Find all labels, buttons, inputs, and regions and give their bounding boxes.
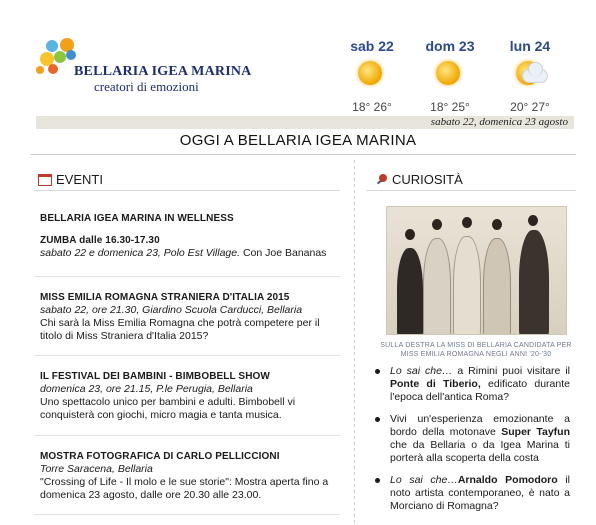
- weather-day-name: dom 23: [425, 38, 475, 54]
- divider: [34, 276, 340, 277]
- divider: [366, 190, 576, 191]
- event-desc: Uno spettacolo unico per bambini e adulti. Bimbobell vi conquisterà con giochi, micro magia e tanta musica.: [40, 396, 296, 421]
- weather-temps: 18° 25°: [430, 100, 470, 114]
- event-subtitle: ZUMBA dalle 16.30-17.30: [40, 235, 160, 246]
- event-when: sabato 22 e domenica 23, Polo Est Village.: [40, 247, 241, 259]
- event-item[interactable]: [40, 291, 340, 343]
- curiosity-heading-label: CURIOSITÀ: [392, 172, 463, 187]
- calendar-icon: [38, 174, 52, 186]
- weather-temps: 18° 26°: [352, 100, 392, 114]
- curiosity-list: [374, 365, 570, 522]
- list-item: Vivi un'esperienza emozionante a bordo della motonave Super Tayfun che da Bellaria o da Igea Marina ti porterà alla scoperta della costa: [374, 413, 570, 465]
- event-item[interactable]: [40, 450, 340, 502]
- weather-day: [490, 38, 570, 114]
- weather-day: [410, 38, 490, 114]
- page-title: OGGI A BELLARIA IGEA MARINA: [179, 132, 417, 149]
- logo-title: BELLARIA IGEA MARINA: [74, 64, 252, 79]
- weather-day-name: sab 22: [350, 38, 394, 54]
- event-when: sabato 22, ore 21.30, Giardino Scuola Carducci, Bellaria: [40, 304, 303, 316]
- brand-logo[interactable]: [36, 36, 252, 96]
- list-item: Lo sai che…Arnaldo Pomodoro il noto artista contemporaneo, è nato a Morciano di Romagna?: [374, 474, 570, 513]
- event-desc: Con Joe Bananas: [240, 247, 327, 259]
- divider: [30, 154, 576, 155]
- event-when: domenica 23, ore 21.15, P.le Perugia, Bellaria: [40, 383, 253, 395]
- sun-cloud-icon: [510, 60, 550, 90]
- event-item[interactable]: [40, 370, 340, 422]
- events-heading-label: EVENTI: [56, 172, 103, 187]
- logo-subtitle: creatori di emozioni: [94, 79, 199, 94]
- event-title: BELLARIA IGEA MARINA IN WELLNESS: [40, 213, 234, 224]
- event-title: MISS EMILIA ROMAGNA STRANIERA D'ITALIA 2015: [40, 292, 290, 303]
- event-desc: "Crossing of Life - Il molo e le sue storie": Mostra aperta fino a domenica 23 agosto, dalle ore 20.30 alle 23.00.: [40, 476, 329, 501]
- column-divider: [354, 160, 355, 525]
- event-item[interactable]: [40, 212, 340, 260]
- divider: [34, 514, 340, 515]
- curiosity-heading: [376, 172, 463, 187]
- event-title: MOSTRA FOTOGRAFICA DI CARLO PELLICCIONI: [40, 451, 280, 462]
- events-heading: [38, 172, 103, 187]
- photo-caption: SULLA DESTRA LA MISS DI BELLARIA CANDIDATA PER MISS EMILIA ROMAGNA NEGLI ANNI '20-'30: [380, 342, 572, 358]
- weather-temps: 20° 27°: [510, 100, 550, 114]
- event-title: IL FESTIVAL DEI BAMBINI - BIMBOBELL SHOW: [40, 371, 270, 382]
- divider: [34, 190, 340, 191]
- weather-forecast: [332, 38, 578, 112]
- sun-icon: [352, 60, 392, 90]
- event-desc: Chi sarà la Miss Emilia Romagna che potrà competere per il titolo di Miss Straniera d'Italia 2015?: [40, 317, 320, 342]
- list-item: Lo sai che… a Rimini puoi visitare il Ponte di Tiberio, edificato durante l'epoca dell'antica Roma?: [374, 365, 570, 404]
- event-when: Torre Saracena, Bellaria: [40, 463, 153, 475]
- divider: [34, 435, 340, 436]
- date-range: sabato 22, domenica 23 agosto: [430, 116, 568, 128]
- weather-day: [332, 38, 412, 114]
- divider: [34, 355, 340, 356]
- sun-icon: [430, 60, 470, 90]
- pin-icon: [376, 174, 388, 186]
- date-bar: [36, 116, 574, 129]
- vintage-photo: [386, 206, 567, 335]
- weather-day-name: lun 24: [509, 38, 551, 54]
